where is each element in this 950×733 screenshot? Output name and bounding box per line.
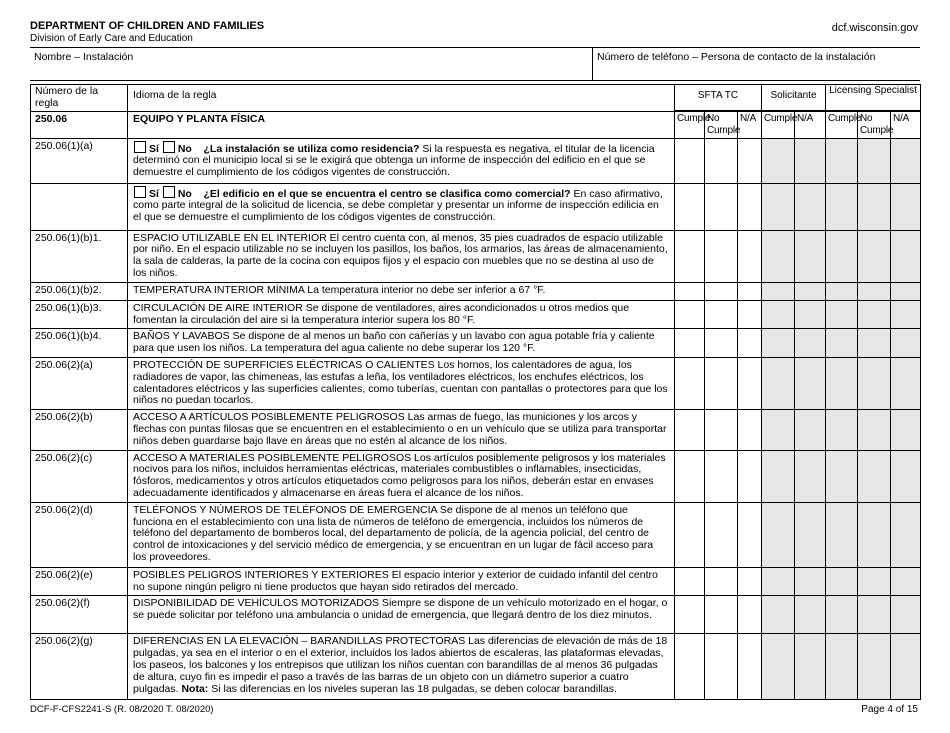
licensing-na-cell[interactable] <box>891 357 921 409</box>
rule-body: ACCESO A ARTÍCULOS POSIBLEMENTE PELIGROSOS Las armas de fuego, las municiones y los arcos y flechas con puntas filosas que se encuentren en el establecimiento o en un vehículo que se utiliza para transportar niños deben guardarse bajo llave en áreas que no estén al alcance de los niños. <box>133 411 667 447</box>
rule-body: DIFERENCIAS EN LA ELEVACIÓN – BARANDILLAS PROTECTORAS Las diferencias de elevación de más de 18 pulgadas, ya sea en el interior o en el exterior, incluidos los lados abiertos de escaleras, las plataformas elevadas, los paseos, los balcones y los entrepisos que utilizan los niños cuentan con barandillas de al menos 36 pulgadas de altura, cuyo fin es impedir el paso a través de las barras de un objeto con un diámetro superior a cuatro pulgadas. <box>133 635 668 695</box>
applicant-na-cell[interactable] <box>795 634 826 700</box>
applicant-na-cell[interactable] <box>795 596 826 634</box>
applicant-cumple-cell[interactable] <box>762 450 795 502</box>
rule-code: 250.06(1)(b)4. <box>31 329 128 358</box>
group-licensing-specialist: Licensing Specialist <box>826 85 921 111</box>
licensing-no-cumple-cell[interactable] <box>858 282 891 300</box>
rule-text <box>128 410 675 450</box>
sfta-no-cumple-cell[interactable] <box>705 450 738 502</box>
rule-text <box>128 357 675 409</box>
sfta-na-cell[interactable] <box>738 300 762 329</box>
rule-code: 250.06(2)(a) <box>31 357 128 409</box>
sfta-no-cumple-cell[interactable] <box>705 567 738 596</box>
rule-text <box>128 230 675 282</box>
licensing-na-cell[interactable] <box>891 450 921 502</box>
applicant-na-cell[interactable] <box>795 450 826 502</box>
rule-row <box>31 357 921 409</box>
no-label: No <box>177 142 192 155</box>
yes-label: Sí <box>149 142 159 155</box>
group-sfta-tc: SFTA TC <box>675 85 762 111</box>
licensing-cumple-cell[interactable] <box>826 502 858 567</box>
sfta-no-cumple-header: No Cumple <box>705 112 738 139</box>
applicant-na-cell[interactable] <box>795 183 826 230</box>
department-name: DEPARTMENT OF CHILDREN AND FAMILIES <box>30 20 265 32</box>
licensing-cumple-cell[interactable] <box>826 567 858 596</box>
rule-row <box>31 230 921 282</box>
applicant-cumple-cell[interactable] <box>762 634 795 700</box>
rule-body: TEMPERATURA INTERIOR MÍNIMA La temperatura interior no debe ser inferior a 67 °F. <box>133 283 546 296</box>
applicant-cumple-cell[interactable] <box>762 138 795 183</box>
licensing-no-cumple-cell[interactable] <box>858 300 891 329</box>
rule-row <box>31 502 921 567</box>
col-rule-language: Idioma de la regla <box>128 85 675 112</box>
facility-name-field[interactable]: Nombre – Instalación <box>34 51 134 63</box>
sfta-cumple-cell[interactable] <box>675 596 705 634</box>
rule-body: Si la respuesta es negativa, el titular de la licencia determinó con el municipio local si se le exigirá que obtenga un informe de inspección del edificio en el que se demuestre el cumplimiento de los códigos vigentes de construcción. <box>133 142 655 179</box>
licensing-no-cumple-cell[interactable] <box>858 596 891 634</box>
yes-label: Sí <box>149 187 159 200</box>
rule-code: 250.06(1)(a) <box>31 138 128 183</box>
sfta-cumple-cell[interactable] <box>675 300 705 329</box>
applicant-na-cell[interactable] <box>795 502 826 567</box>
rule-text <box>128 596 675 634</box>
sfta-no-cumple-cell[interactable] <box>705 183 738 230</box>
rule-body: ESPACIO UTILIZABLE EN EL INTERIOR El centro cuenta con, al menos, 35 pies cuadrados de espacio utilizable por niño. En el espacio utilizable no se incluyen los pasillos, los baños, los armarios, las áreas de almacenamiento, la sala de calderas, la parte de la cocina con equipos fijos y el espacio con muebles que no se destina al uso de los niños. <box>133 231 668 279</box>
yes-checkbox[interactable] <box>134 186 146 198</box>
sfta-na-cell[interactable] <box>738 183 762 230</box>
section-code: 250.06 <box>31 112 128 139</box>
website-url[interactable]: dcf.wisconsin.gov <box>831 22 918 34</box>
section-title: EQUIPO Y PLANTA FÍSICA <box>128 112 675 139</box>
no-label: No <box>177 187 192 200</box>
rule-code: 250.06(2)(e) <box>31 567 128 596</box>
licensing-na-cell[interactable] <box>891 410 921 450</box>
sfta-cumple-cell[interactable] <box>675 567 705 596</box>
rule-row <box>31 329 921 358</box>
applicant-na-cell[interactable] <box>795 282 826 300</box>
applicant-cumple-cell[interactable] <box>762 502 795 567</box>
rule-body: DISPONIBILIDAD DE VEHÍCULOS MOTORIZADOS Siempre se dispone de un vehículo motorizado en el hogar, o se puede solicitar por teléfono una ambulancia o unidad de emergencia, que llegará dentro de los diez minutos. <box>133 597 668 622</box>
sfta-cumple-header: Cumple <box>675 112 705 139</box>
rule-text <box>128 502 675 567</box>
applicant-cumple-cell[interactable] <box>762 329 795 358</box>
page-number: Page 4 of 15 <box>861 704 918 715</box>
rule-text <box>128 450 675 502</box>
rule-text <box>128 567 675 596</box>
sfta-na-header: N/A <box>738 112 762 139</box>
licensing-cumple-cell[interactable] <box>826 357 858 409</box>
no-checkbox[interactable] <box>163 186 175 198</box>
sfta-na-cell[interactable] <box>738 230 762 282</box>
rule-code: 250.06(1)(b)3. <box>31 300 128 329</box>
sfta-na-cell[interactable] <box>738 567 762 596</box>
rule-body: TELÉFONOS Y NÚMEROS DE TELÉFONOS DE EMERGENCIA Se dispone de al menos un teléfono que funciona en el establecimiento con una lista de números de teléfono de emergencia, incluidos los números de teléfono del departamento de bomberos local, del departamento de policía, de la agencia policial, del centro de control de intoxicaciones y del servicio médico de emergencia, y se encuentran en un lugar de fácil acceso para los proveedores. <box>133 503 654 563</box>
sfta-cumple-cell[interactable] <box>675 450 705 502</box>
rule-code: 250.06(2)(g) <box>31 634 128 700</box>
applicant-cumple-cell[interactable] <box>762 183 795 230</box>
column-group-header-row <box>31 85 921 111</box>
rule-text <box>128 282 675 300</box>
licensing-no-cumple-cell[interactable] <box>858 567 891 596</box>
licensing-cumple-cell[interactable] <box>826 450 858 502</box>
applicant-cumple-cell[interactable] <box>762 410 795 450</box>
licensing-no-cumple-cell[interactable] <box>858 634 891 700</box>
sfta-cumple-cell[interactable] <box>675 230 705 282</box>
applicant-na-cell[interactable] <box>795 567 826 596</box>
applicant-na-cell[interactable] <box>795 410 826 450</box>
applicant-cumple-cell[interactable] <box>762 282 795 300</box>
licensing-no-cumple-cell[interactable] <box>858 450 891 502</box>
applicant-cumple-cell[interactable] <box>762 567 795 596</box>
licensing-no-cumple-cell[interactable] <box>858 329 891 358</box>
col-rule-number: Número de la regla <box>31 85 128 112</box>
section-row <box>31 112 921 139</box>
rule-code: 250.06(1)(b)2. <box>31 282 128 300</box>
licensing-cumple-cell[interactable] <box>826 183 858 230</box>
sfta-na-cell[interactable] <box>738 410 762 450</box>
rule-text <box>128 300 675 329</box>
rule-row <box>31 596 921 634</box>
facility-info-box <box>30 47 920 81</box>
licensing-na-header: N/A <box>891 112 921 139</box>
sfta-no-cumple-cell[interactable] <box>705 596 738 634</box>
licensing-cumple-header: Cumple <box>826 112 858 139</box>
applicant-na-cell[interactable] <box>795 329 826 358</box>
rule-code: 250.06(2)(f) <box>31 596 128 634</box>
licensing-na-cell[interactable] <box>891 329 921 358</box>
rule-body: POSIBLES PELIGROS INTERIORES Y EXTERIORES El espacio interior y exterior de cuidado infantil del centro no supone ningún peligro ni tiene productos que hayan sido retirados del mercado. <box>133 568 658 593</box>
licensing-no-cumple-cell[interactable] <box>858 357 891 409</box>
sfta-cumple-cell[interactable] <box>675 329 705 358</box>
licensing-na-cell[interactable] <box>891 634 921 700</box>
rule-body: PROTECCIÓN DE SUPERFICIES ELÉCTRICAS O CALIENTES Los hornos, los calentadores de agua, los radiadores de vapor, las chimeneas, las estufas a leña, los ventiladores eléctricos, los enchufes eléctricos, los calentadores eléctricos y las superficies calientes, como tuberías, cuentan con pantallas o protectores para que los niños no puedan tocarlos. <box>133 358 668 407</box>
sfta-cumple-cell[interactable] <box>675 138 705 183</box>
applicant-cumple-cell[interactable] <box>762 596 795 634</box>
sfta-no-cumple-cell[interactable] <box>705 357 738 409</box>
applicant-na-cell[interactable] <box>795 138 826 183</box>
licensing-no-cumple-cell[interactable] <box>858 502 891 567</box>
licensing-cumple-cell[interactable] <box>826 282 858 300</box>
rule-question: ¿El edificio en el que se encuentra el centro se clasifica como comercial? <box>203 187 571 200</box>
rules-table <box>30 84 921 700</box>
sfta-na-cell[interactable] <box>738 282 762 300</box>
licensing-na-cell[interactable] <box>891 567 921 596</box>
licensing-no-cumple-cell[interactable] <box>858 230 891 282</box>
rule-text <box>128 138 675 183</box>
sfta-na-cell[interactable] <box>738 596 762 634</box>
licensing-na-cell[interactable] <box>891 230 921 282</box>
licensing-no-cumple-header: No Cumple <box>858 112 891 139</box>
licensing-cumple-cell[interactable] <box>826 634 858 700</box>
licensing-na-cell[interactable] <box>891 282 921 300</box>
applicant-na-cell[interactable] <box>795 357 826 409</box>
licensing-na-cell[interactable] <box>891 596 921 634</box>
note-label: Nota: <box>181 682 209 695</box>
rule-code: 250.06(1)(b)1. <box>31 230 128 282</box>
sfta-cumple-cell[interactable] <box>675 357 705 409</box>
sfta-no-cumple-cell[interactable] <box>705 410 738 450</box>
sfta-no-cumple-cell[interactable] <box>705 502 738 567</box>
facility-phone-field[interactable]: Número de teléfono – Persona de contacto de la instalación <box>597 51 876 63</box>
applicant-na-cell[interactable] <box>795 230 826 282</box>
sfta-cumple-cell[interactable] <box>675 502 705 567</box>
note-text: Si las diferencias en los niveles superan las 18 pulgadas, se deben colocar barandillas. <box>208 682 617 695</box>
rule-code: 250.06(2)(c) <box>31 450 128 502</box>
sfta-na-cell[interactable] <box>738 329 762 358</box>
sfta-cumple-cell[interactable] <box>675 183 705 230</box>
rule-body: BAÑOS Y LAVABOS Se dispone de al menos un baño con cañerías y un lavabo con agua potable fría y caliente para que usen los niños. La temperatura del agua caliente no debe superar los 120 °F. <box>133 330 655 355</box>
no-checkbox[interactable] <box>163 141 175 153</box>
applicant-cumple-header: Cumple <box>762 112 795 139</box>
rule-code: 250.06(2)(b) <box>31 410 128 450</box>
sfta-cumple-cell[interactable] <box>675 410 705 450</box>
division-name: Division of Early Care and Education <box>30 33 193 44</box>
rule-body: En caso afirmativo, como parte integral de la solicitud de licencia, se debe completar y presentar un informe de inspección edilicia en el que se demuestre el cumplimiento de los códigos vigentes de construcción. <box>133 187 663 224</box>
group-applicant: Solicitante <box>762 85 826 111</box>
sfta-no-cumple-cell[interactable] <box>705 634 738 700</box>
applicant-na-header: N/A <box>795 112 826 139</box>
rule-row <box>31 567 921 596</box>
sfta-no-cumple-cell[interactable] <box>705 329 738 358</box>
licensing-cumple-cell[interactable] <box>826 596 858 634</box>
licensing-no-cumple-cell[interactable] <box>858 183 891 230</box>
rule-question: ¿La instalación se utiliza como residencia? <box>203 142 420 155</box>
sfta-na-cell[interactable] <box>738 138 762 183</box>
rule-row <box>31 183 921 230</box>
rule-text <box>128 183 675 230</box>
licensing-cumple-cell[interactable] <box>826 300 858 329</box>
rule-text <box>128 329 675 358</box>
licensing-cumple-cell[interactable] <box>826 230 858 282</box>
rule-row <box>31 282 921 300</box>
rule-body: ACCESO A MATERIALES POSIBLEMENTE PELIGROSOS Los artículos posiblemente peligrosos y los materiales nocivos para los niños, incluidos herramientas eléctricas, materiales combustibles o inflamables, insecticidas, fósforos, medicamentos y otros artículos etiquetados como peligrosos para los niños, deberán estar en envases adecuadamente identificados y almacenarse en áreas fuera el alcance de los niños. <box>133 451 666 499</box>
licensing-na-cell[interactable] <box>891 138 921 183</box>
rule-row <box>31 634 921 700</box>
licensing-cumple-cell[interactable] <box>826 329 858 358</box>
rule-row <box>31 300 921 329</box>
sfta-cumple-cell[interactable] <box>675 634 705 700</box>
applicant-na-cell[interactable] <box>795 300 826 329</box>
applicant-cumple-cell[interactable] <box>762 357 795 409</box>
licensing-na-cell[interactable] <box>891 502 921 567</box>
rule-code: 250.06(2)(d) <box>31 502 128 567</box>
licensing-cumple-cell[interactable] <box>826 138 858 183</box>
licensing-cumple-cell[interactable] <box>826 410 858 450</box>
sfta-na-cell[interactable] <box>738 634 762 700</box>
sfta-na-cell[interactable] <box>738 502 762 567</box>
licensing-no-cumple-cell[interactable] <box>858 138 891 183</box>
rule-row <box>31 450 921 502</box>
licensing-na-cell[interactable] <box>891 300 921 329</box>
licensing-no-cumple-cell[interactable] <box>858 410 891 450</box>
licensing-na-cell[interactable] <box>891 183 921 230</box>
sfta-no-cumple-cell[interactable] <box>705 282 738 300</box>
sfta-na-cell[interactable] <box>738 450 762 502</box>
sfta-cumple-cell[interactable] <box>675 282 705 300</box>
sfta-no-cumple-cell[interactable] <box>705 230 738 282</box>
applicant-cumple-cell[interactable] <box>762 230 795 282</box>
rule-code <box>31 183 128 230</box>
rule-body: CIRCULACIÓN DE AIRE INTERIOR Se dispone de ventiladores, aires acondicionados u otros medios que fomentan la circulación del aire si la temperatura interior supera los 80 °F. <box>133 301 630 326</box>
form-id: DCF-F-CFS2241-S (R. 08/2020 T. 08/2020) <box>30 704 214 715</box>
sfta-no-cumple-cell[interactable] <box>705 138 738 183</box>
rule-text <box>128 634 675 700</box>
yes-checkbox[interactable] <box>134 141 146 153</box>
rule-row <box>31 138 921 183</box>
sfta-no-cumple-cell[interactable] <box>705 300 738 329</box>
rule-row <box>31 410 921 450</box>
applicant-cumple-cell[interactable] <box>762 300 795 329</box>
sfta-na-cell[interactable] <box>738 357 762 409</box>
